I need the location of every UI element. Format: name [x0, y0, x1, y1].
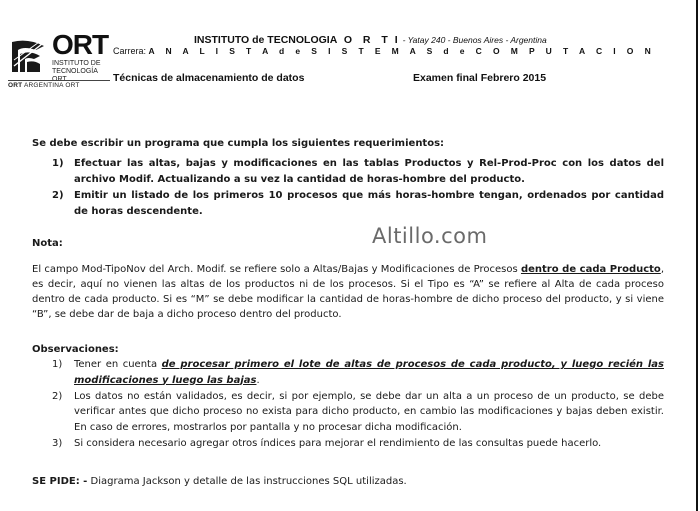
list-item-number: 1): [52, 359, 63, 370]
list-item-number: 2): [52, 390, 63, 402]
institute-address: - Yatay 240 - Buenos Aires - Argentina: [402, 35, 547, 45]
logo-footer-ort: ORT: [8, 82, 23, 89]
institute-name: INSTITUTO de TECNOLOGIA: [194, 34, 337, 46]
requirements-list: [52, 156, 664, 220]
logo-text: ORT: [52, 29, 109, 60]
list-item: [52, 188, 664, 219]
career-label: Carrera:: [113, 46, 147, 56]
se-pide-label: SE PIDE: -: [32, 476, 88, 487]
se-pide-text: Diagrama Jackson y detalle de las instrucciones SQL utilizadas.: [87, 476, 407, 487]
list-item-number: 1): [52, 158, 64, 169]
institute-separator: I: [394, 34, 398, 46]
logo-subtitle: INSTITUTO DE TECNOLOGÍA ORT: [52, 60, 101, 83]
logo-footer-country: ARGENTINA: [23, 82, 64, 89]
observaciones-list: [52, 357, 664, 452]
career-value: A N A L I S T A d e S I S T E M A S d e C O M P U T A C I O N: [148, 46, 656, 56]
logo-footer-tail: ORT: [65, 82, 80, 89]
observaciones-title: Observaciones:: [32, 344, 119, 355]
nota-text-underlined: dentro de cada Producto: [520, 264, 661, 275]
nota-paragraph: [32, 262, 664, 322]
nota-text-before: El campo Mod-TipoNov del Arch. Modif. se refiere solo a Altas/Bajas y Modificaciones de Procesos: [32, 264, 521, 275]
list-item: [52, 436, 664, 452]
list-item-text: Emitir un listado de los primeros 10 procesos que más horas-hombre tengan, ordenados por cantidad de horas descendente.: [74, 190, 664, 217]
watermark: Altillo.com: [372, 224, 488, 248]
institute-ort: O R T: [343, 34, 392, 46]
ort-logo: [8, 30, 108, 92]
institute-line: [194, 34, 547, 46]
exam-title: Examen final Febrero 2015: [413, 72, 547, 84]
list-item-text: Efectuar las altas, bajas y modificaciones en las tablas Productos y Rel-Prod-Proc con los datos del archivo Modif. Actualizando a su vez la cantidad de horas-hombre del producto.: [74, 158, 664, 185]
list-item: [52, 156, 664, 187]
page-edge-rule: [696, 0, 698, 511]
nota-title: Nota:: [32, 238, 63, 249]
nota-text-after: , es decir, aquí no vienen las altas de los productos ni de los procesos. Si el Tipo es “A” se refiere al Alta de cada proceso dentro de cada producto. Si es “M” se debe modificar la cantidad de horas-hombre de dicho proceso del producto, y si viene “B”, se debe dar de baja a dicho proceso dentro del producto.: [32, 264, 664, 320]
list-item-text: [74, 357, 664, 388]
list-item-number: 2): [52, 190, 64, 201]
career-line: [113, 46, 655, 56]
list-item-number: 3): [52, 437, 63, 449]
obs-text-underlined: de procesar primero el lote de altas de procesos de cada producto, y luego recién las modificaciones y luego las bajas: [74, 359, 664, 386]
se-pide: [32, 474, 664, 489]
intro-text: Se debe escribir un programa que cumpla los siguientes requerimientos:: [32, 138, 445, 149]
list-item: [52, 357, 664, 388]
list-item-text: Si considera necesario agregar otros índices para mejorar el rendimiento de las consultas puede hacerlo.: [74, 437, 602, 449]
list-item: [52, 389, 664, 436]
obs-text-after: .: [256, 374, 260, 386]
ort-emblem-icon: [10, 36, 46, 74]
logo-footer: [8, 80, 110, 91]
obs-text-before: Tener en cuenta: [74, 359, 162, 370]
subject-title: Técnicas de almacenamiento de datos: [113, 72, 305, 84]
list-item-text: Los datos no están validados, es decir, si por ejemplo, se debe dar un alta a un proceso de un producto, se debe verificar antes que dicho proceso no exista para dicho producto, en cambio las modificaciones y bajas deben existir. En caso de errores, mostrarlos por pantalla y no procesar dicha modificación.: [74, 390, 664, 433]
